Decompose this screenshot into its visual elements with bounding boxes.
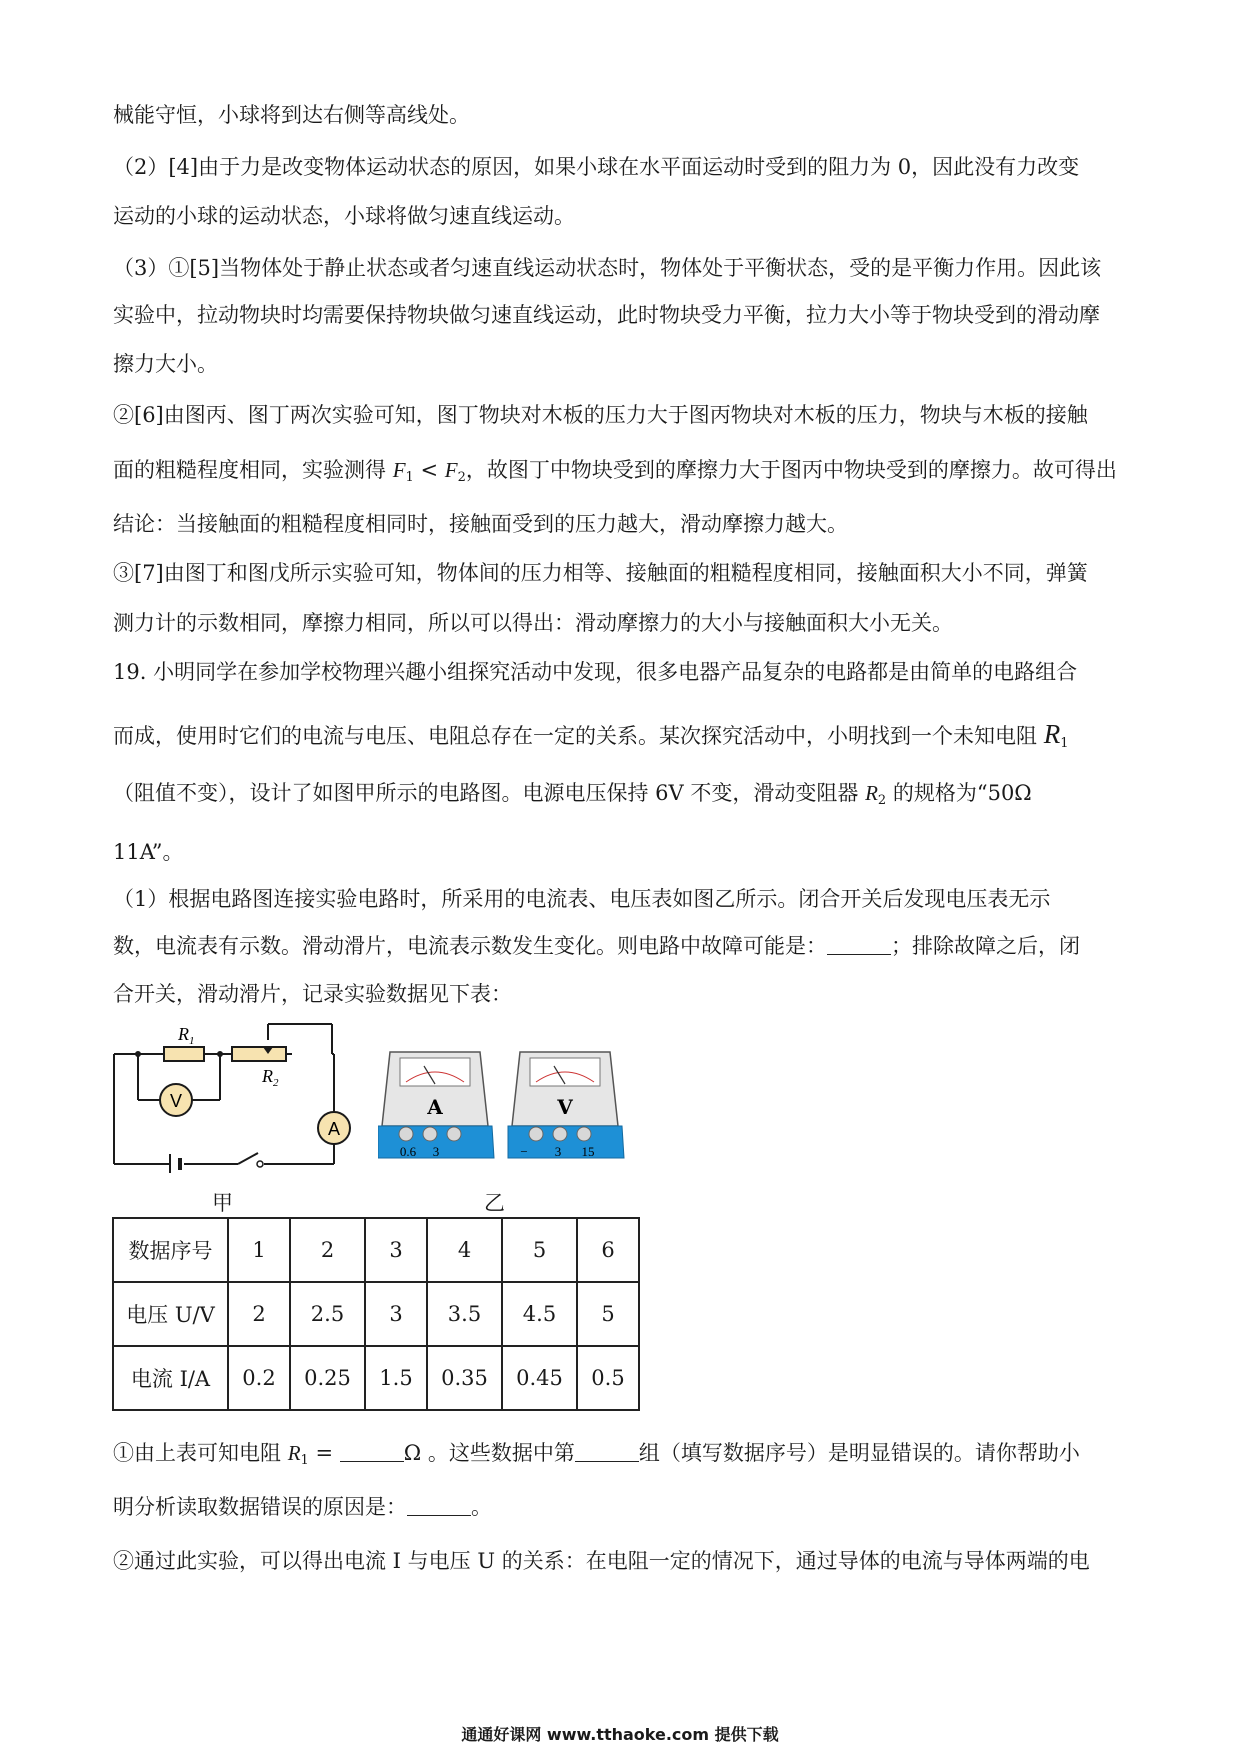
answer-blank — [575, 1443, 639, 1462]
label-r2: $R_2$ — [262, 1066, 279, 1089]
math-F: F — [392, 458, 406, 482]
text-line: 运动的小球的运动状态，小球将做匀速直线运动。 — [113, 204, 575, 228]
text-line: ②通过此实验，可以得出电流 I 与电压 U 的关系：在电阻一定的情况下，通过导体的电流与导体两端的电 — [113, 1549, 1090, 1573]
ammeter-letter: A — [427, 1095, 443, 1119]
text-fragment: （阻值不变），设计了如图甲所示的电路图。电源电压保持 6V 不变，滑动变阻器 — [113, 781, 866, 805]
math-F: F — [444, 458, 458, 482]
text-fragment: ，故图丁中物块受到的摩擦力大于图丙中物块受到的摩擦力。故可得出 — [465, 458, 1117, 482]
text-line: ②[6]由图丙、图丁两次实验可知，图丁物块对木板的压力大于图丙物块对木板的压力，物块与木板的接触 — [113, 403, 1088, 427]
row-header: 数据序号 — [113, 1218, 228, 1282]
text-line: 械能守恒，小球将到达右侧等高线处。 — [113, 103, 470, 127]
table-cell: 1.5 — [365, 1346, 427, 1410]
voltmeter-letter: V — [557, 1095, 573, 1119]
switch-symbol — [257, 1161, 263, 1167]
ammeter-terminal-label: 0.6 — [399, 1144, 417, 1159]
math-lt: < — [413, 458, 445, 482]
label-r1: $R_1$ — [178, 1024, 195, 1047]
text-line: ③[7]由图丁和图戊所示实验可知，物体间的压力相等、接触面的粗糙程度相同，接触面积大小不同，弹簧 — [113, 561, 1088, 585]
table-cell: 2 — [290, 1218, 365, 1282]
table-cell: 3 — [365, 1282, 427, 1346]
table-cell: 3.5 — [427, 1282, 502, 1346]
junction-dot — [135, 1051, 141, 1057]
question-19-line — [113, 781, 1032, 809]
voltmeter-device — [508, 1052, 624, 1159]
table-cell: 0.2 — [228, 1346, 290, 1410]
resistor-r1 — [164, 1047, 204, 1061]
ammeter-label: A — [327, 1119, 341, 1139]
math-eq: = — [315, 1441, 334, 1465]
text-fragment: 而成，使用时它们的电流与电压、电阻总存在一定的关系。某次探究活动中，小明找到一个未知电阻 — [113, 724, 1037, 748]
text-fragment: 明分析读取数据错误的原因是： — [113, 1495, 407, 1519]
text-fragment: 的规格为“50Ω — [886, 781, 1032, 805]
text-fragment: 数，电流表有示数。滑动滑片，电流表示数发生变化。则电路中故障可能是： — [113, 934, 827, 958]
text-line: 擦力大小。 — [113, 352, 218, 376]
math-sub: 1 — [1060, 736, 1069, 751]
table-cell: 2 — [228, 1282, 290, 1346]
question-19-line: 11A”。 — [113, 840, 184, 864]
text-line: （2）[4]由于力是改变物体运动状态的原因，如果小球在水平面运动时受到的阻力为 0，因此没有力改变 — [113, 155, 1080, 179]
text-fragment: 。 — [471, 1495, 492, 1519]
text-line: （3）①[5]当物体处于静止状态或者匀速直线运动状态时，物体处于平衡状态，受的是平衡力作用。因此该 — [113, 256, 1102, 280]
text-fragment: Ω 。这些数据中第 — [403, 1441, 575, 1465]
answer-blank — [407, 1497, 471, 1516]
math-R: R — [1043, 719, 1061, 749]
table-cell: 0.35 — [427, 1346, 502, 1410]
table-row — [113, 1346, 639, 1410]
text-line: 测力计的示数相同，摩擦力相同，所以可以得出：滑动摩擦力的大小与接触面积大小无关。 — [113, 611, 953, 635]
text-line — [113, 1441, 1080, 1469]
text-line — [113, 1495, 492, 1520]
answer-blank — [340, 1443, 404, 1462]
question-19-line — [113, 718, 1068, 752]
voltmeter-terminal-label: − — [520, 1144, 528, 1159]
math-sub: 2 — [457, 470, 466, 485]
table-cell: 0.5 — [577, 1346, 639, 1410]
text-fragment: 面的粗糙程度相同，实验测得 — [113, 458, 393, 482]
text-line: （1）根据电路图连接实验电路时，所采用的电流表、电压表如图乙所示。闭合开关后发现电压表无示 — [113, 887, 1051, 911]
table-row — [113, 1218, 639, 1282]
text-line: 实验中，拉动物块时均需要保持物块做匀速直线运动，此时物块受力平衡，拉力大小等于物块受到的滑动摩 — [113, 303, 1100, 327]
table-cell: 5 — [577, 1282, 639, 1346]
table-cell: 2.5 — [290, 1282, 365, 1346]
table-cell: 0.45 — [502, 1346, 577, 1410]
row-header: 电流 I/A — [113, 1346, 228, 1410]
math-sub: 1 — [300, 1453, 309, 1468]
table-row — [113, 1282, 639, 1346]
table-cell: 4.5 — [502, 1282, 577, 1346]
text-line: 结论：当接触面的粗糙程度相同时，接触面受到的压力越大，滑动摩擦力越大。 — [113, 512, 848, 536]
data-table — [112, 1217, 640, 1411]
figure-caption-jia: 甲 — [212, 1191, 233, 1215]
text-line — [113, 458, 1117, 486]
question-19-line: 19. 小明同学在参加学校物理兴趣小组探究活动中发现，很多电器产品复杂的电路都是由简单的电路组合 — [113, 660, 1078, 684]
figure-caption-yi: 乙 — [484, 1191, 505, 1215]
math-R: R — [865, 781, 878, 805]
table-cell: 4 — [427, 1218, 502, 1282]
ammeter-terminal-label: 3 — [432, 1144, 440, 1159]
math-sub: 2 — [877, 793, 887, 808]
text-fragment: 组（填写数据序号）是明显错误的。请你帮助小 — [638, 1441, 1080, 1465]
text-fragment: ；排除故障之后，闭 — [891, 934, 1080, 958]
circuit-diagram — [108, 1018, 358, 1173]
voltmeter-label: V — [169, 1091, 183, 1111]
text-line: 合开关，滑动滑片，记录实验数据见下表： — [113, 982, 512, 1006]
math-R: R — [287, 1441, 301, 1465]
text-fragment: ①由上表可知电阻 — [113, 1441, 288, 1465]
voltmeter-terminal-label: 15 — [581, 1144, 595, 1159]
math-sub: 1 — [405, 470, 414, 485]
text-line — [113, 934, 1080, 959]
answer-blank — [827, 936, 891, 955]
page-footer: 通通好课网 www.tthaoke.com 提供下载 — [461, 1725, 779, 1744]
table-cell: 5 — [502, 1218, 577, 1282]
ammeter-device — [378, 1052, 494, 1159]
meters-illustration — [378, 1042, 638, 1170]
row-header: 电压 U/V — [113, 1282, 228, 1346]
table-cell: 3 — [365, 1218, 427, 1282]
rheostat-r2 — [232, 1047, 286, 1061]
table-cell: 0.25 — [290, 1346, 365, 1410]
voltmeter-terminal-label: 3 — [554, 1144, 562, 1159]
table-cell: 1 — [228, 1218, 290, 1282]
table-cell: 6 — [577, 1218, 639, 1282]
